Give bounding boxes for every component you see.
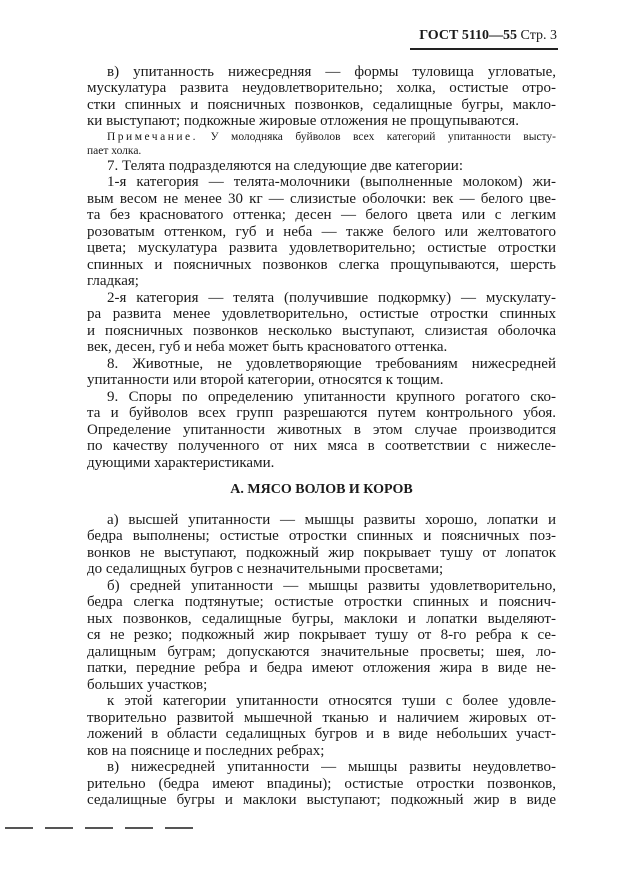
line-text: ложений в области седалищных бугров и в виде небольших участ- xyxy=(87,726,556,743)
text-line xyxy=(87,158,556,175)
text-line xyxy=(87,80,556,97)
text-line xyxy=(87,438,556,455)
paragraph xyxy=(87,389,556,472)
text-line xyxy=(87,792,556,809)
line-text: вонков не выступают, подкожный жир покрывает тушу от лопаток xyxy=(87,544,556,561)
paragraph xyxy=(87,578,556,694)
text-line xyxy=(87,759,556,776)
section-heading: А. МЯСО ВОЛОВ И КОРОВ xyxy=(230,481,413,497)
text-line xyxy=(87,693,556,710)
text-line xyxy=(87,627,556,644)
text-line xyxy=(87,207,556,224)
document-body xyxy=(87,64,556,809)
line-text: седалищные бугры и маклоки выступают; подкожный жир в виде xyxy=(87,792,556,809)
paragraph xyxy=(87,174,556,290)
line-text: упитанности или второй категории, относятся к тощим. xyxy=(87,372,444,389)
line-text: стки спинных и поясничных позвонков, седалищные бугры, макло- xyxy=(87,96,556,113)
text-line xyxy=(87,578,556,595)
text-line xyxy=(87,528,556,545)
line-text: цвета; мускулатура развита удовлетворительно; остистые отростки xyxy=(87,240,556,257)
text-line xyxy=(87,174,556,191)
text-line xyxy=(87,64,556,81)
text-line xyxy=(87,422,556,439)
line-text: 1-я категория — телята-молочники (выполненные молоком) жи- xyxy=(107,174,556,191)
line-text: творительно развитой мышечной тканью и наличием жировых от- xyxy=(87,709,556,726)
text-line xyxy=(87,611,556,628)
line-text: дующими характеристиками. xyxy=(87,454,275,471)
standard-number: ГОСТ 5110—55 xyxy=(419,28,518,43)
text-line xyxy=(87,743,556,760)
line-text: вым весом не менее 30 кг — слизистые оболочки: век — белого цве- xyxy=(87,190,556,207)
line-text: ки выступают; подкожные жировые отложения не прощупываются. xyxy=(87,113,519,130)
line-text: пает холка. xyxy=(87,144,142,157)
text-line xyxy=(87,224,556,241)
paragraph xyxy=(87,290,556,356)
text-line xyxy=(87,191,556,208)
line-text: 8. Животные, не удовлетворяющие требованиям нижесредней xyxy=(107,355,556,372)
text-line xyxy=(87,144,556,158)
paragraph xyxy=(87,356,556,389)
paragraph xyxy=(87,512,556,578)
line-text: больших участков; xyxy=(87,676,208,693)
line-text: ся не резко; подкожный жир покрывает тушу от 8-го ребра к се- xyxy=(87,627,556,644)
line-text: рительно (бедра имеют впадины); остистые отростки позвонков, xyxy=(87,775,556,792)
line-text: ков на пояснице и последних ребрах; xyxy=(87,742,325,759)
text-line xyxy=(87,240,556,257)
text-line xyxy=(87,290,556,307)
line-text: и поясничных позвонков несколько выступают, слизистая оболочка xyxy=(87,322,556,339)
text-line xyxy=(87,561,556,578)
paragraph xyxy=(87,64,556,130)
line-text: 7. Телята подразделяются на следующие две категории: xyxy=(107,157,463,174)
text-line xyxy=(87,644,556,661)
text-line xyxy=(87,710,556,727)
line-text: в) нижесредней упитанности — мышцы развиты неудовлетво- xyxy=(107,759,556,776)
text-line xyxy=(87,130,556,144)
text-line xyxy=(87,455,556,472)
line-text: розоватым оттенком, губ и неба — также белого или желтоватого xyxy=(87,223,556,240)
line-text: по качеству полученного от них мяса в соответствии с нижесле- xyxy=(87,438,556,455)
line-text: до седалищных бугров с незначительными просветами; xyxy=(87,561,444,578)
line-text: У молодняка буйволов всех категорий упитанности высту- xyxy=(210,130,556,143)
text-line xyxy=(87,323,556,340)
line-text: бедра выполнены; остистые отростки спинных и поясничных поз- xyxy=(87,528,556,545)
line-text: бедра слегка подтянутые; остистые отростки спинных и пояснич- xyxy=(87,594,556,611)
text-line xyxy=(87,257,556,274)
page-header xyxy=(410,28,557,48)
text-line xyxy=(87,594,556,611)
line-text: в) упитанность нижесредняя — формы туловища угловатые, xyxy=(107,63,556,80)
line-text: Определение упитанности животных в этом случае производится xyxy=(87,421,556,438)
paragraph xyxy=(87,693,556,759)
text-line xyxy=(87,545,556,562)
line-text: спинных и поясничных позвонков слегка прощупываются, шерсть xyxy=(87,256,556,273)
paragraph xyxy=(87,759,556,809)
header-rule xyxy=(410,48,558,50)
line-text: а) высшей упитанности — мышцы развиты хорошо, лопатки и xyxy=(107,511,556,528)
text-line xyxy=(87,776,556,793)
line-text: к этой категории упитанности относятся туши с более удовле- xyxy=(107,693,556,710)
line-text: та и буйволов всех групп разрешаются путем контрольного убоя. xyxy=(87,405,556,422)
line-text: гладкая; xyxy=(87,273,139,290)
text-line xyxy=(87,389,556,406)
footer-dashes xyxy=(5,827,195,829)
line-text: 9. Споры по определению упитанности крупного рогатого ско- xyxy=(107,388,556,405)
line-text: 2-я категория — телята (получившие подкормку) — мускулату- xyxy=(107,289,556,306)
line-text: ра развита менее удовлетворительно, остистые отростки спинных xyxy=(87,306,556,323)
text-line xyxy=(87,97,556,114)
line-text: ных позвонков, седалищные бугры, маклоки и лопатки выделяют- xyxy=(87,610,556,627)
text-line xyxy=(87,113,556,130)
line-text: патки, передние ребра и бедра имеют отложения жира в виде не- xyxy=(87,660,556,677)
line-text: б) средней упитанности — мышцы развиты удовлетворительно, xyxy=(107,577,556,594)
text-line xyxy=(87,405,556,422)
text-line xyxy=(87,306,556,323)
text-line xyxy=(87,660,556,677)
text-line xyxy=(87,726,556,743)
text-line xyxy=(87,677,556,694)
note-label: Примечание. xyxy=(107,130,198,143)
line-text: мускулатура развита неудовлетворительно; холка, остистые отро- xyxy=(87,80,556,97)
text-line xyxy=(87,372,556,389)
line-text: та без красноватого оттенка; десен — белого цвета или с легким xyxy=(87,207,556,224)
text-line xyxy=(87,356,556,373)
text-line xyxy=(87,339,556,356)
note-paragraph xyxy=(87,130,556,158)
line-text: век, десен, губ и неба может быть красноватого оттенка. xyxy=(87,339,448,356)
paragraph xyxy=(87,158,556,175)
text-line xyxy=(87,512,556,529)
text-line xyxy=(87,273,556,290)
page-number: Стр. 3 xyxy=(520,28,557,43)
line-text: далищным буграм; допускаются значительные просветы; шея, ло- xyxy=(87,643,556,660)
